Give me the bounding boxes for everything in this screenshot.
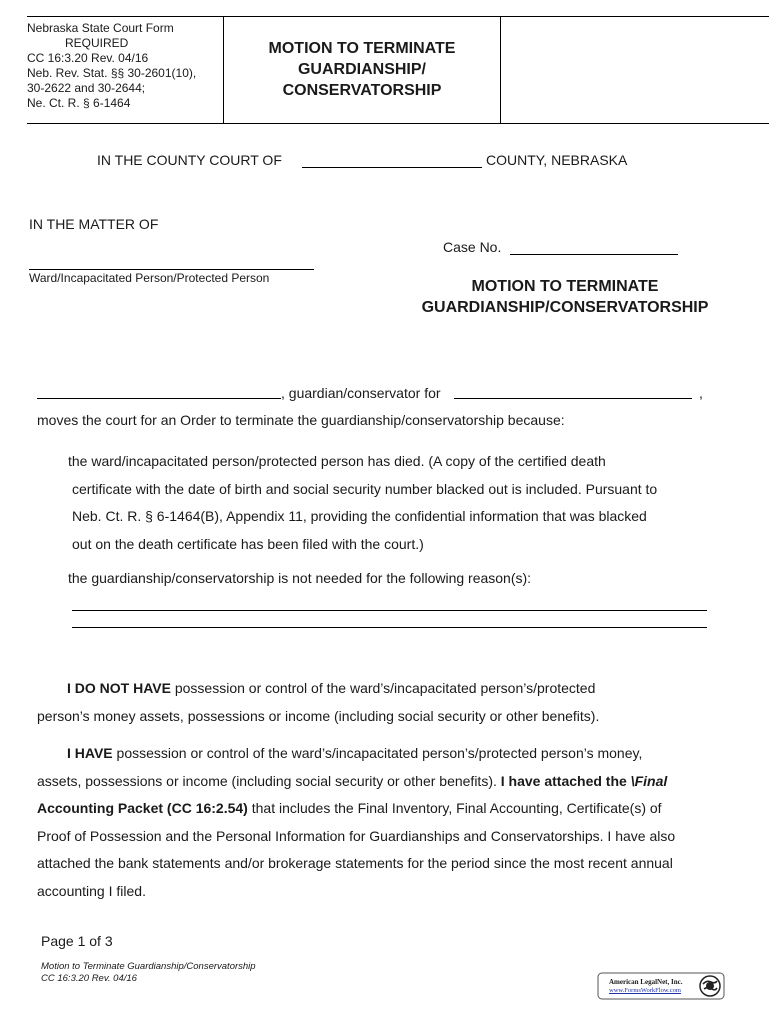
required-label: REQUIRED xyxy=(65,36,129,50)
form-code: CC 16:3.20 Rev. 04/16 xyxy=(27,51,149,65)
reason-field-1[interactable] xyxy=(72,610,707,611)
reason-died-line-2: certificate with the date of birth and social security number blacked out is included. Pursuant to xyxy=(72,480,658,497)
document-title xyxy=(400,276,730,318)
publisher-name: American LegalNet, Inc. xyxy=(609,978,683,986)
court-suffix: COUNTY, NEBRASKA xyxy=(486,152,628,168)
ward-name-field[interactable] xyxy=(29,269,314,270)
footer-form-info xyxy=(41,961,256,985)
case-number-label: Case No. xyxy=(443,239,502,255)
publisher-badge xyxy=(597,972,725,1000)
reason-field-2[interactable] xyxy=(72,627,707,628)
form-info-block xyxy=(27,21,222,111)
have-label: I HAVE xyxy=(67,745,113,761)
header-bottom-rule xyxy=(27,123,769,124)
statute-line-1: Neb. Rev. Stat. §§ 30-2601(10), xyxy=(27,66,197,80)
header-title-line-1: MOTION TO TERMINATE xyxy=(268,40,456,57)
footer-form-code: CC 16:3.20 Rev. 04/16 xyxy=(41,973,137,984)
header-title xyxy=(224,38,500,101)
matter-label: IN THE MATTER OF xyxy=(29,216,159,232)
court-prefix: IN THE COUNTY COURT OF xyxy=(97,152,282,168)
header-divider-right xyxy=(500,16,501,124)
header-title-line-3: CONSERVATORSHIP xyxy=(282,82,442,99)
yes-line-1-rest: possession or control of the ward’s/incapacitated person’s/protected person’s money, xyxy=(112,745,643,761)
guardian-text: , guardian/conservator for xyxy=(281,385,441,401)
reason-died-line-1: the ward/incapacitated person/protected person has died. (A copy of the certified death xyxy=(68,453,606,469)
document-title-line-2: GUARDIANSHIP/CONSERVATORSHIP xyxy=(421,299,709,316)
attached-final-label: I have attached the xyxy=(500,772,631,789)
page-number: Page 1 of 3 xyxy=(41,933,113,949)
yes-line-2-plain: assets, possessions or income (including social security or other benefits). xyxy=(37,772,501,789)
form-source: Nebraska State Court Form xyxy=(27,21,174,35)
county-name-field[interactable] xyxy=(302,167,482,168)
yes-line-5: attached the bank statements and/or brokerage statements for the period since the most recent annual xyxy=(37,855,673,871)
publisher-url[interactable]: www.FormsWorkFlow.com xyxy=(609,987,681,994)
guardian-name-field[interactable] xyxy=(37,398,281,399)
ward-label: Ward/Incapacitated Person/Protected Person xyxy=(29,271,270,285)
accounting-packet-label: Accounting Packet (CC 16:2.54) xyxy=(37,800,248,816)
no-line-1-rest: possession or control of the ward’s/incapacitated person’s/protected xyxy=(170,680,596,696)
statute-line-2: 30-2622 and 30-2644; xyxy=(27,81,146,95)
case-number-field[interactable] xyxy=(510,254,678,255)
reason-died-line-4: out on the death certificate has been filed with the court.) xyxy=(72,535,424,552)
trailing-comma: , xyxy=(699,385,703,401)
moves-text: moves the court for an Order to terminate the guardianship/conservatorship because: xyxy=(37,412,565,428)
court-rule: Ne. Ct. R. § 6-1464 xyxy=(27,96,131,110)
yes-line-6: accounting I filed. xyxy=(37,882,146,899)
do-not-have-label: I DO NOT HAVE xyxy=(67,680,171,696)
possession-not-held[interactable] xyxy=(37,675,599,730)
footer-form-name: Motion to Terminate Guardianship/Conservatorship xyxy=(41,961,256,972)
no-line-2: person’s money assets, possessions or income (including social security or other benefits). xyxy=(37,707,600,724)
reason-not-needed[interactable]: the guardianship/conservatorship is not needed for the following reason(s): xyxy=(68,570,532,586)
yes-line-3-rest: that includes the Final Inventory, Final Accounting, Certificate(s) of xyxy=(247,800,662,816)
ward-for-field[interactable] xyxy=(454,398,692,399)
yes-line-4: Proof of Possession and the Personal Information for Guardianships and Conservatorships. I have also xyxy=(37,827,676,844)
reason-died-line-3: Neb. Ct. R. § 6-1464(B), Appendix 11, providing the confidential information that was blacked xyxy=(72,508,647,524)
header-title-line-2: GUARDIANSHIP/ xyxy=(297,61,426,78)
reason-died[interactable] xyxy=(68,448,657,558)
possession-held[interactable]: I HAVE possession or control of the ward’s/incapacitated person’s/protected person’s money, assets, possessions or income (including social security or other benefits). I have attached the \Final Accounting Packet (CC 16:2.54) that includes the Final Inventory, Final Accounting, Certificate(s) of Proof of Possession and the Personal Information for Guardianships and Conservatorships. I have also attached the bank statements and/or brokerage statements for the period since the most recent annual accounting I filed. xyxy=(37,740,675,905)
document-title-line-1: MOTION TO TERMINATE xyxy=(471,278,659,295)
globe-icon xyxy=(699,975,721,997)
header-top-rule xyxy=(27,16,769,17)
